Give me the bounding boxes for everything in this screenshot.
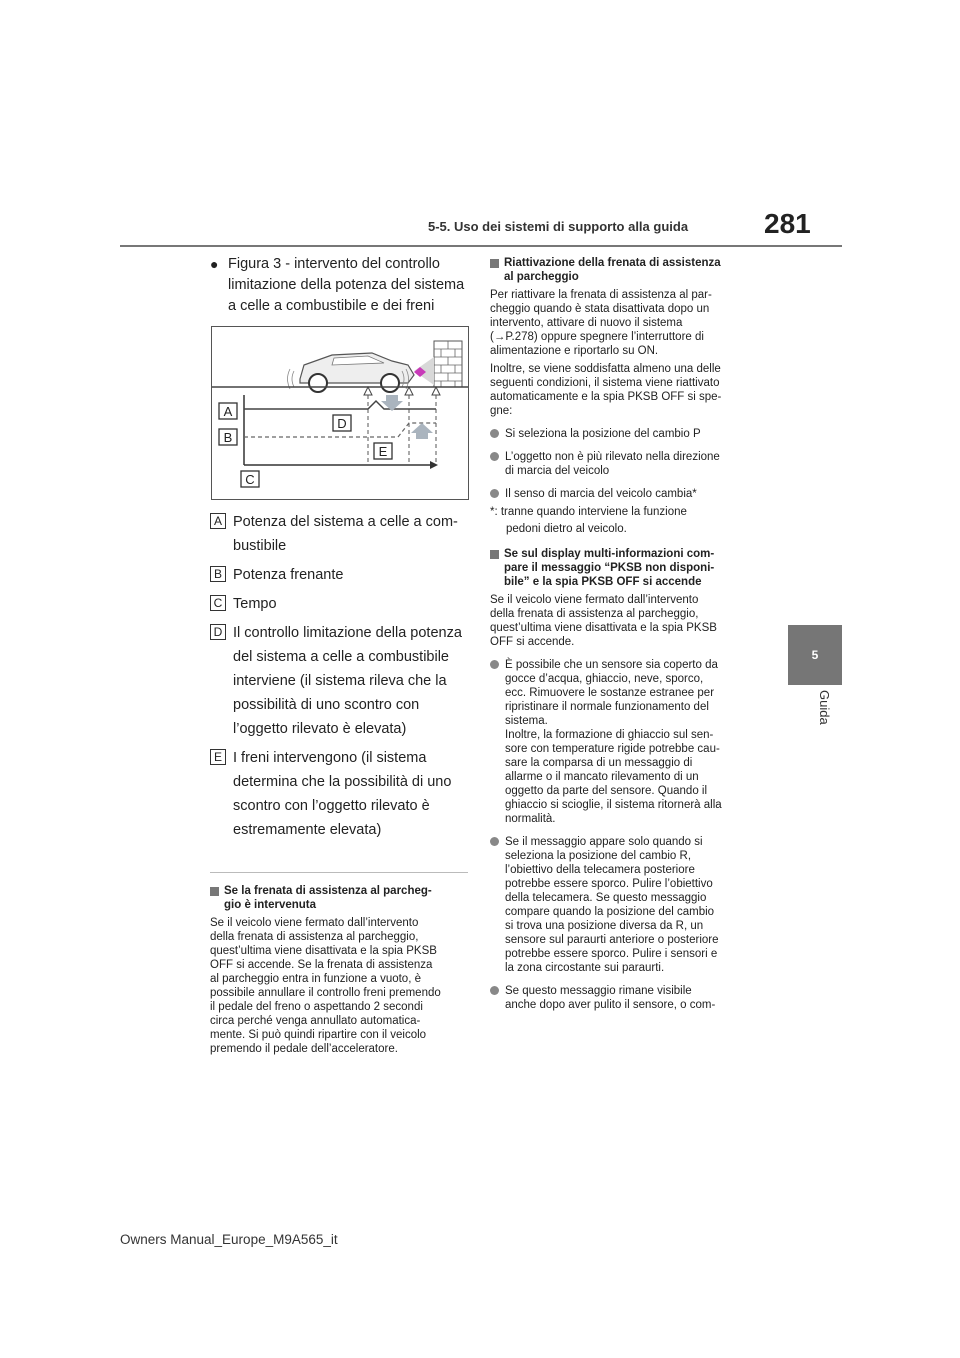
section-title: 5-5. Uso dei sistemi di supporto alla guida <box>428 219 689 234</box>
figure-caption: Figura 3 - intervento del controllo limitazione della potenza del sistema a celle a combustibile e dei freni <box>228 256 465 314</box>
bullet-icon <box>490 986 499 995</box>
figure-diagram <box>211 326 469 500</box>
bullet-icon: ● <box>210 256 219 272</box>
section-heading: Se sul display multi-informazioni com- pare il messaggio “PKSB non disponi- bile” e la spia PKSB OFF si accende <box>504 548 715 588</box>
legend-text: Il controllo limitazione della potenza del sistema a celle a combustibile interviene (il sistema rileva che la possibilità di uno scontro con l’oggetto rilevato è elevata) <box>233 625 462 737</box>
list-item-text: Se questo messaggio rimane visibile anche dopo aver pulito il sensore, o com- <box>505 985 716 1011</box>
list-item <box>490 487 752 501</box>
list-item <box>490 835 752 975</box>
page-number: 281 <box>764 208 811 239</box>
legend-item <box>210 510 470 558</box>
section-square-icon <box>490 550 499 559</box>
legend-text: I freni intervengono (il sistema determina che la possibilità di uno scontro con l’oggetto rilevato è estremamente elevata) <box>233 750 452 838</box>
time-markers <box>364 387 440 395</box>
power-curve <box>244 401 436 409</box>
legend-key: E <box>210 749 226 765</box>
footnote-continued: pedoni dietro al veicolo. <box>506 523 627 535</box>
legend-item <box>210 746 470 842</box>
label-d: D <box>337 416 347 431</box>
label-e: E <box>378 444 388 459</box>
chapter-label: Guida <box>817 690 832 725</box>
legend-key: B <box>210 566 226 582</box>
list-item-text: Se il messaggio appare solo quando si seleziona la posizione del cambio R, l’obiettivo della telecamera posteriore potrebbe essere sporco. Pulire l’obiettivo della telecamera. Se questo messaggio compare quando la posizione del cambio si trova una posizione diversa da R, un sensore sul paraurti anteriore o posteriore potrebbe essere sporco. Pulire i sensori e la zona circostante sui paraurti. <box>505 836 719 974</box>
bullet-icon <box>490 489 499 498</box>
label-b: B <box>223 430 233 445</box>
section-body: Per riattivare la frenata di assistenza al par- cheggio quando è stata disattivata dopo un intervento, attivare di nuovo il sistema (→P.278) oppure spegnere l’interruttore di alimentazione e riportarlo su ON. <box>490 289 712 357</box>
legend-item <box>210 592 470 616</box>
car-icon <box>288 353 415 392</box>
legend-key: D <box>210 624 226 640</box>
section-body: Se il veicolo viene fermato dall’intervento della frenata di assistenza al parcheggio, quest’ultima viene disattivata e la spia PKSB OFF si accende. Se la frenata di assistenza al parcheggio entra in funzione a vuoto, è possibile annullare il controllo freni premendo il pedale del freno o aspettando 2 secondi circa perché venga annullato automatica- mente. Si può quindi ripartire con il veicolo premendo il pedale dell’acceleratore. <box>210 917 441 1055</box>
bullet-icon <box>490 452 499 461</box>
list-item <box>490 450 752 478</box>
legend-item <box>210 621 470 741</box>
section-heading: Riattivazione della frenata di assistenza al parcheggio <box>504 257 721 283</box>
label-a: A <box>223 404 233 419</box>
legend-key: C <box>210 595 226 611</box>
header-rule <box>120 245 842 247</box>
up-arrow-icon <box>411 423 433 439</box>
list-item <box>490 658 752 826</box>
chapter-tab <box>788 625 842 685</box>
right-column <box>490 256 752 1012</box>
legend-item <box>210 563 470 587</box>
legend-key: A <box>210 513 226 529</box>
wall-icon <box>434 341 462 387</box>
chapter-number: 5 <box>811 648 819 662</box>
footer-text: Owners Manual_Europe_M9A565_it <box>120 1232 338 1247</box>
list-item <box>490 427 752 441</box>
list-item-text: È possibile che un sensore sia coperto da gocce d’acqua, ghiaccio, neve, sporco, ecc. Rimuovere le sostanze estranee per ripristinare il normale funzionamento del sistema. Inoltre, la formazione di ghiaccio sul sen- sore con temperature rigide potrebbe cau- sare la comparsa di un messaggio di allarme o il mancato rilevamento di un oggetto da parte del sensore. Quando il ghiaccio si scioglie, il sistema ritornerà alla normalità. <box>505 659 722 825</box>
legend-text: Tempo <box>233 596 277 612</box>
legend-text: Potenza del sistema a celle a com- bustibile <box>233 514 458 554</box>
legend-text: Potenza frenante <box>233 567 344 583</box>
list-item-text: L’oggetto non è più rilevato nella direzione di marcia del veicolo <box>505 451 720 477</box>
figure-caption-block <box>210 254 468 317</box>
bullet-icon <box>490 429 499 438</box>
divider <box>210 872 468 873</box>
time-axis-arrow <box>430 461 438 469</box>
section-square-icon <box>210 887 219 896</box>
bullet-icon <box>490 660 499 669</box>
bullet-icon <box>490 837 499 846</box>
diagram-svg <box>212 327 468 499</box>
label-c: C <box>245 472 255 487</box>
section-body: Se il veicolo viene fermato dall’intervento della frenata di assistenza al parcheggio, quest’ultima viene disattivata e la spia PKSB OFF si accende. <box>490 594 717 648</box>
figure-legend <box>210 510 470 847</box>
section-square-icon <box>490 259 499 268</box>
section-parking-brake-activated <box>210 884 468 1056</box>
section-heading: Se la frenata di assistenza al parcheg- gio è intervenuta <box>224 885 432 911</box>
section-body: Inoltre, se viene soddisfatta almeno una delle seguenti condizioni, il sistema viene riattivato automaticamente e la spia PKSB OFF si spe- gne: <box>490 363 722 417</box>
footnote: *: tranne quando interviene la funzione <box>490 506 687 518</box>
list-item-text: Si seleziona la posizione del cambio P <box>505 428 701 440</box>
list-item <box>490 984 752 1012</box>
list-item-text: Il senso di marcia del veicolo cambia* <box>505 488 697 500</box>
